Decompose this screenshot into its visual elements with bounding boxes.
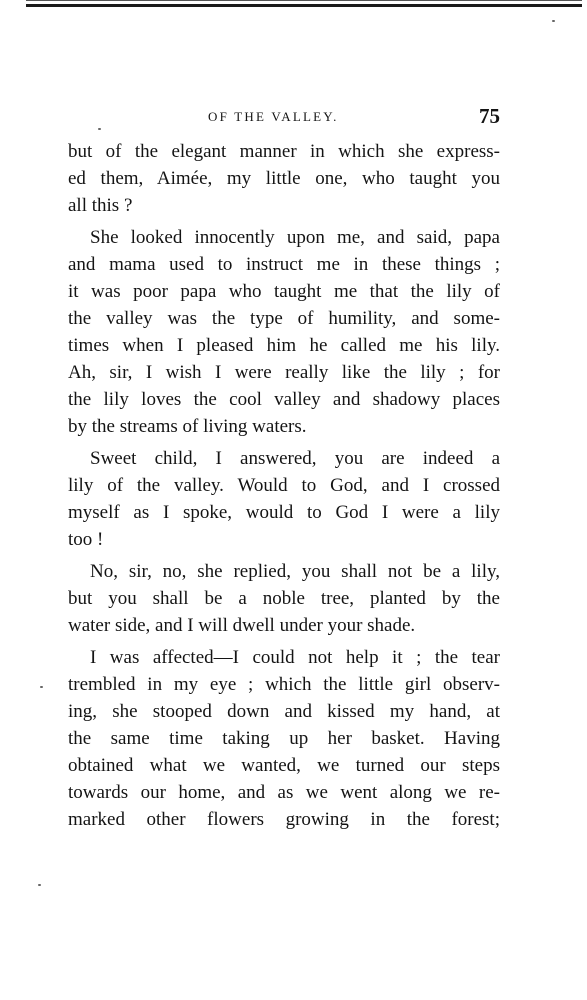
paper-speck xyxy=(552,20,555,22)
text-line: water side, and I will dwell under your shade. xyxy=(68,615,416,636)
paragraph xyxy=(68,224,500,440)
text-line: obtained what we wanted, we turned our steps xyxy=(68,755,500,776)
text-line: Sweet child, I answered, you are indeed a xyxy=(90,448,500,469)
text-line: No, sir, no, she replied, you shall not be a lily, xyxy=(90,561,500,582)
text-line: but you shall be a noble tree, planted by the xyxy=(68,588,500,609)
text-line: ed them, Aimée, my little one, who taught you xyxy=(68,168,500,189)
top-border-rule xyxy=(26,4,582,7)
top-edge-line xyxy=(26,0,582,1)
body-text xyxy=(68,138,500,833)
text-line: the same time taking up her basket. Having xyxy=(68,728,500,749)
text-line: the lily loves the cool valley and shadowy places xyxy=(68,389,500,410)
paragraph xyxy=(68,558,500,639)
paper-speck xyxy=(40,686,43,688)
paragraph xyxy=(68,138,500,219)
text-line: towards our home, and as we went along we re- xyxy=(68,782,500,803)
text-line: Ah, sir, I wish I were really like the lily ; for xyxy=(68,362,500,383)
text-line: the valley was the type of humility, and some- xyxy=(68,308,500,329)
text-line: I was affected—I could not help it ; the tear xyxy=(90,647,500,668)
text-line: myself as I spoke, would to God I were a lily xyxy=(68,502,500,523)
text-line: by the streams of living waters. xyxy=(68,416,307,437)
text-line: trembled in my eye ; which the little girl observ- xyxy=(68,674,500,695)
text-line: it was poor papa who taught me that the lily of xyxy=(68,281,500,302)
paragraph xyxy=(68,644,500,833)
text-line: but of the elegant manner in which she express- xyxy=(68,141,500,162)
running-head xyxy=(68,104,500,128)
text-line: too ! xyxy=(68,529,104,550)
text-line: times when I pleased him he called me his lily. xyxy=(68,335,500,356)
text-line: lily of the valley. Would to God, and I crossed xyxy=(68,475,500,496)
paper-speck xyxy=(38,884,41,886)
paragraph xyxy=(68,445,500,553)
page-number: 75 xyxy=(479,104,500,128)
text-line: marked other flowers growing in the forest; xyxy=(68,809,500,830)
text-line: She looked innocently upon me, and said, papa xyxy=(90,227,500,248)
text-line: ing, she stooped down and kissed my hand, at xyxy=(68,701,500,722)
running-head-title: OF THE VALLEY. xyxy=(208,109,339,124)
paper-speck xyxy=(98,128,101,130)
text-line: all this ? xyxy=(68,195,133,216)
text-line: and mama used to instruct me in these things ; xyxy=(68,254,500,275)
